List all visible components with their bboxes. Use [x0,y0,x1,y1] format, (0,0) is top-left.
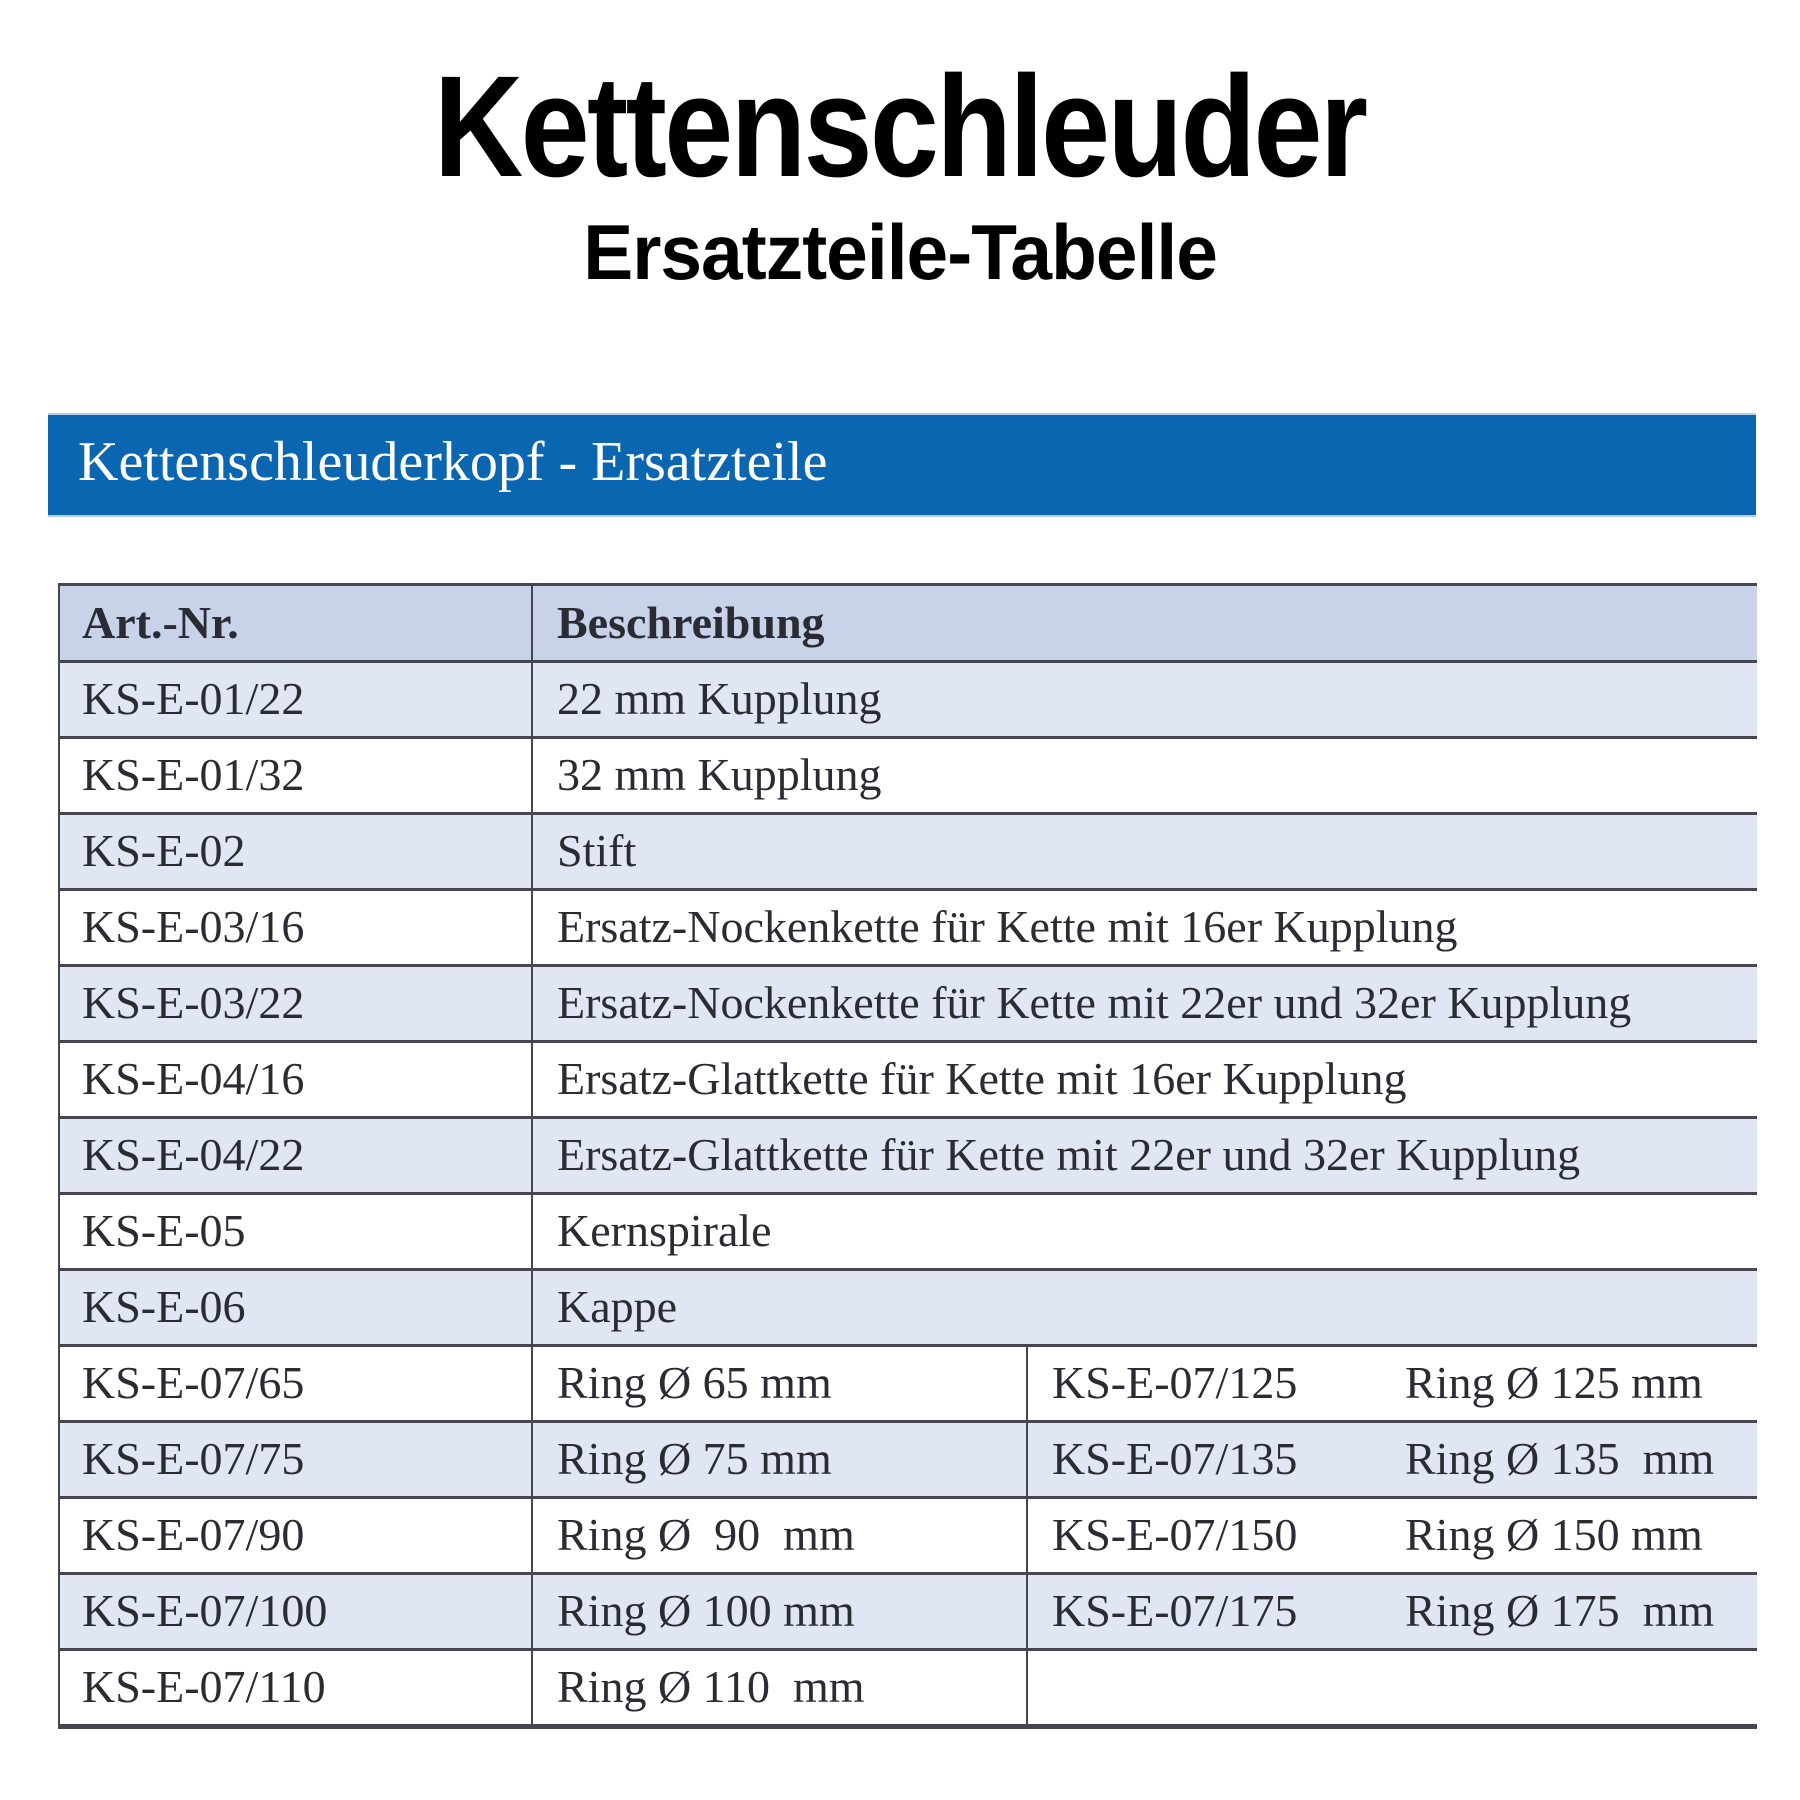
cell-beschreibung: Kernspirale [557,1206,772,1257]
cell-art-nr-2: KS-E-07/135 [1052,1434,1298,1485]
table-row [60,663,1757,739]
cell-art-nr: KS-E-07/65 [60,1347,533,1420]
cell-beschreibung: Ring Ø 110 mm [533,1651,1028,1724]
cell-art-nr-2: KS-E-07/150 [1052,1510,1298,1561]
cell-art-nr: KS-E-04/22 [60,1119,533,1192]
table-row [60,891,1757,967]
document-header [0,0,1800,296]
cell-beschreibung: Ring Ø 65 mm [533,1347,1028,1420]
cell-art-nr: KS-E-07/75 [60,1423,533,1496]
cell-beschreibung: Stift [557,826,637,877]
page-subtitle: Ersatzteile-Tabelle [583,208,1217,296]
cell-beschreibung: Ring Ø 75 mm [533,1423,1028,1496]
header-art-nr: Art.-Nr. [60,586,533,660]
cell-art-nr: KS-E-03/22 [60,967,533,1040]
table-row [60,1271,1757,1347]
cell-beschreibung: Kappe [557,1282,678,1333]
header-beschreibung: Beschreibung [557,597,825,648]
cell-art-nr: KS-E-07/100 [60,1575,533,1648]
section-banner-title: Kettenschleuderkopf - Ersatzteile [78,431,828,493]
table-row [60,1347,1757,1423]
table-header-row [60,586,1757,663]
cell-art-nr: KS-E-07/90 [60,1499,533,1572]
cell-art-nr: KS-E-02 [60,815,533,888]
cell-art-nr-2: KS-E-07/175 [1052,1586,1298,1637]
table-row [60,739,1757,815]
cell-beschreibung: 32 mm Kupplung [557,750,882,801]
table-body [60,663,1757,1727]
cell-art-nr: KS-E-01/32 [60,739,533,812]
cell-art-nr: KS-E-06 [60,1271,533,1344]
section-banner [48,413,1756,517]
cell-beschreibung: Ersatz-Nockenkette für Kette mit 16er Kupplung [557,902,1458,953]
table-row [60,1651,1757,1727]
cell-beschreibung-2: Ring Ø 150 mm [1405,1510,1703,1561]
cell-beschreibung: Ersatz-Nockenkette für Kette mit 22er und 32er Kupplung [557,978,1632,1029]
table-row [60,1423,1757,1499]
page-title: Kettenschleuder [434,46,1366,207]
cell-beschreibung: Ersatz-Glattkette für Kette mit 16er Kupplung [557,1054,1407,1105]
cell-art-nr: KS-E-05 [60,1195,533,1268]
table-row [60,1575,1757,1651]
table-row [60,1119,1757,1195]
table-row [60,815,1757,891]
spare-parts-table [58,583,1757,1729]
cell-beschreibung-2: Ring Ø 175 mm [1405,1586,1715,1637]
cell-art-nr: KS-E-04/16 [60,1043,533,1116]
cell-beschreibung-2: Ring Ø 125 mm [1405,1358,1703,1409]
table-row [60,1499,1757,1575]
cell-beschreibung: Ring Ø 100 mm [533,1575,1028,1648]
table-row [60,1043,1757,1119]
cell-beschreibung-2: Ring Ø 135 mm [1405,1434,1715,1485]
table-row [60,1195,1757,1271]
table-row [60,967,1757,1043]
cell-art-nr-2: KS-E-07/125 [1052,1358,1298,1409]
cell-beschreibung: Ersatz-Glattkette für Kette mit 22er und 32er Kupplung [557,1130,1581,1181]
cell-art-nr: KS-E-03/16 [60,891,533,964]
cell-art-nr: KS-E-01/22 [60,663,533,736]
cell-beschreibung: 22 mm Kupplung [557,674,882,725]
cell-art-nr: KS-E-07/110 [60,1651,533,1724]
cell-beschreibung: Ring Ø 90 mm [533,1499,1028,1572]
